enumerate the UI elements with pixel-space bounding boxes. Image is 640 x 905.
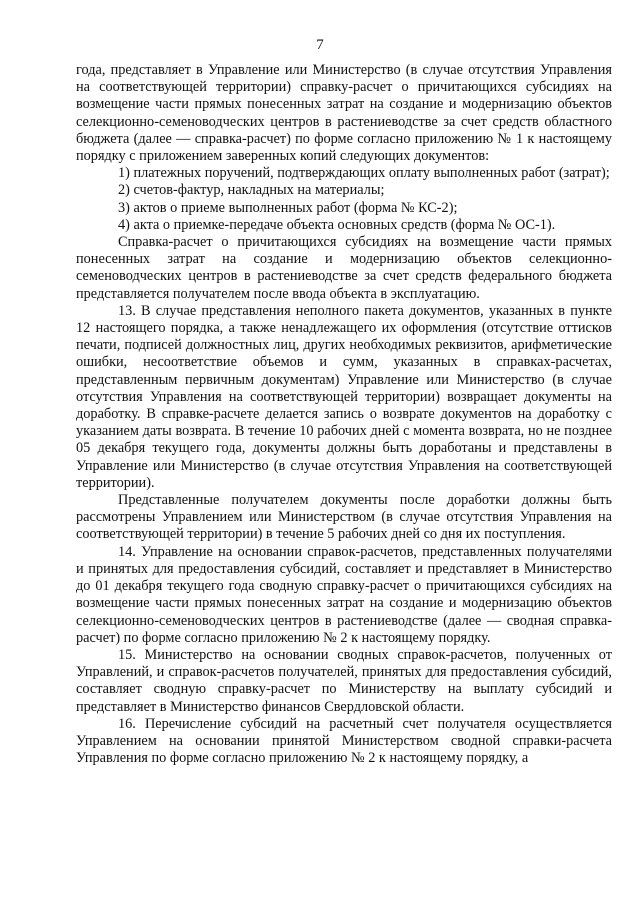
list-item-payment-orders: 1) платежных поручений, подтверждающих оплату выполненных работ (затрат); [118, 165, 610, 182]
paragraph-15: 15. Министерство на основании сводных справок-расчетов, полученных от Управлений, и справок-расчетов получателей, принятых для предоставления субсидий, составляет сводную справку-расчет по Министерству на выплату субсидий и представляет в Министерство финансов Свердловской области. [76, 646, 612, 715]
paragraph-13-review: Представленные получателем документы после доработки должны быть рассмотрены Управлением или Министерством (в случае отсутствия Управления на соответствующей территории) в течение 5 рабочих дней со дня их поступления. [76, 492, 612, 543]
list-item-acts-ks2: 3) актов о приеме выполненных работ (форма № КС-2); [118, 199, 458, 216]
paragraph-federal-budget: Справка-расчет о причитающихся субсидиях на возмещение части прямых понесенных затрат на создание и модернизацию объектов селекционно-семеноводческих центров в растениеводстве за счет средств федерального бюджета представляется получателем после ввода объекта в эксплуатацию. [76, 234, 612, 302]
list-item-act-os1: 4) акта о приемке-передаче объекта основных средств (форма № ОС-1). [118, 216, 556, 233]
list-item-invoices: 2) счетов-фактур, накладных на материалы; [118, 182, 385, 199]
paragraph-continuation: года, представляет в Управление или Министерство (в случае отсутствия Управления на соответствующей территории) справку-расчет о причитающихся субсидиях на возмещение части прямых понесенных затрат на создание и модернизацию объектов селекционно-семеноводческих центров в растениеводстве за счет средств областного бюджета (далее — справка-расчет) по форме согласно приложению № 1 к настоящему порядку с приложением заверенных копий следующих документов: [76, 62, 612, 165]
paragraph-14: 14. Управление на основании справок-расчетов, представленных получателями и принятых для предоставления субсидий, составляет и представляет в Министерство до 01 декабря текущего года сводную справку-расчет о причитающихся субсидиях на возмещение части прямых понесенных затрат на создание и модернизацию объектов селекционно-семеноводческих центров в растениеводстве (далее — сводная справка-расчет) по форме согласно приложению № 2 к настоящему порядку. [76, 543, 612, 646]
paragraph-16: 16. Перечисление субсидий на расчетный счет получателя осуществляется Управлением на основании принятой Министерством сводной справки-расчета Управления по форме согласно приложению № 2 к настоящему порядку, а [76, 715, 612, 767]
document-body [76, 62, 612, 767]
page-number: 7 [316, 37, 324, 53]
paragraph-13: 13. В случае представления неполного пакета документов, указанных в пункте 12 настоящего порядка, а также ненадлежащего их оформления (отсутствие оттисков печати, подписей должностных лиц, других необходимых реквизитов, арифметические ошибки, несоответствие объемов и сумм, указанных в справках-расчетах, представленным первичным документам) Управление или Министерство (в случае отсутствия Управления на соответствующей территории) возвращает документы на доработку. В справке-расчете делается запись о возврате документов на доработку с указанием даты возврата. В течение 10 рабочих дней с момента возврата, но не позднее 05 декабря текущего года, документы должны быть доработаны и представлены в Управление или Министерство (в случае отсутствия Управления на соответствующей территории). [76, 302, 612, 491]
